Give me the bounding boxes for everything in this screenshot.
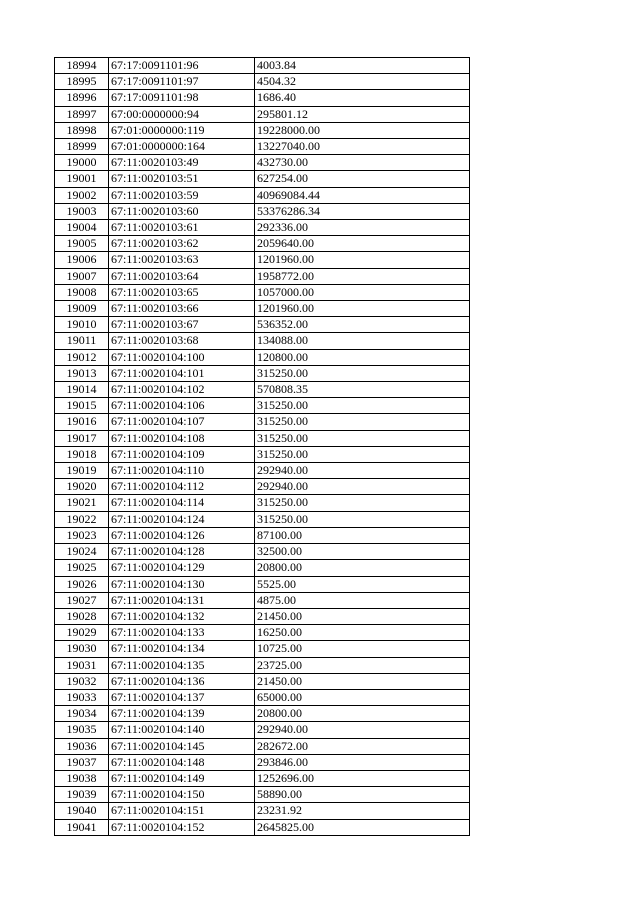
amount-cell: 20800.00 <box>255 706 470 722</box>
amount-cell: 1057000.00 <box>255 284 470 300</box>
amount-cell: 315250.00 <box>255 414 470 430</box>
cadastral-number-cell: 67:11:0020103:67 <box>109 317 255 333</box>
row-number-cell: 19036 <box>55 738 109 754</box>
amount-cell: 570808.35 <box>255 382 470 398</box>
cadastral-number-cell: 67:11:0020104:148 <box>109 754 255 770</box>
row-number-cell: 18994 <box>55 58 109 74</box>
cadastral-number-cell: 67:11:0020104:126 <box>109 527 255 543</box>
amount-cell: 58890.00 <box>255 787 470 803</box>
cadastral-number-cell: 67:11:0020103:61 <box>109 220 255 236</box>
amount-cell: 16250.00 <box>255 625 470 641</box>
cadastral-number-cell: 67:17:0091101:97 <box>109 74 255 90</box>
table-row <box>55 122 470 138</box>
cadastral-number-cell: 67:11:0020104:140 <box>109 722 255 738</box>
cadastral-number-cell: 67:00:0000000:94 <box>109 106 255 122</box>
cadastral-number-cell: 67:11:0020103:64 <box>109 268 255 284</box>
cadastral-number-cell: 67:11:0020104:151 <box>109 803 255 819</box>
row-number-cell: 19032 <box>55 673 109 689</box>
row-number-cell: 19020 <box>55 479 109 495</box>
table-row <box>55 74 470 90</box>
row-number-cell: 18999 <box>55 139 109 155</box>
amount-cell: 315250.00 <box>255 430 470 446</box>
cadastral-number-cell: 67:11:0020103:51 <box>109 171 255 187</box>
amount-cell: 5525.00 <box>255 576 470 592</box>
row-number-cell: 18997 <box>55 106 109 122</box>
table-row <box>55 90 470 106</box>
cadastral-number-cell: 67:11:0020103:66 <box>109 301 255 317</box>
row-number-cell: 19040 <box>55 803 109 819</box>
cadastral-number-cell: 67:11:0020104:107 <box>109 414 255 430</box>
row-number-cell: 19007 <box>55 268 109 284</box>
table-row <box>55 446 470 462</box>
amount-cell: 23231.92 <box>255 803 470 819</box>
amount-cell: 4504.32 <box>255 74 470 90</box>
row-number-cell: 18995 <box>55 74 109 90</box>
amount-cell: 536352.00 <box>255 317 470 333</box>
amount-cell: 2645825.00 <box>255 819 470 835</box>
cadastral-number-cell: 67:11:0020104:112 <box>109 479 255 495</box>
cadastral-number-cell: 67:11:0020104:101 <box>109 365 255 381</box>
cadastral-number-cell: 67:11:0020104:109 <box>109 446 255 462</box>
table-row <box>55 787 470 803</box>
table-row <box>55 706 470 722</box>
row-number-cell: 19017 <box>55 430 109 446</box>
table-row <box>55 58 470 74</box>
table-row <box>55 203 470 219</box>
cadastral-number-cell: 67:11:0020103:68 <box>109 333 255 349</box>
table-row <box>55 641 470 657</box>
amount-cell: 1252696.00 <box>255 770 470 786</box>
cadastral-number-cell: 67:11:0020103:62 <box>109 236 255 252</box>
row-number-cell: 19025 <box>55 560 109 576</box>
amount-cell: 282672.00 <box>255 738 470 754</box>
row-number-cell: 19002 <box>55 187 109 203</box>
row-number-cell: 18998 <box>55 122 109 138</box>
table-row <box>55 608 470 624</box>
table-row <box>55 560 470 576</box>
amount-cell: 10725.00 <box>255 641 470 657</box>
cadastral-number-cell: 67:11:0020104:106 <box>109 398 255 414</box>
cadastral-number-cell: 67:11:0020104:132 <box>109 608 255 624</box>
row-number-cell: 19022 <box>55 511 109 527</box>
cadastral-number-cell: 67:11:0020104:129 <box>109 560 255 576</box>
cadastral-number-cell: 67:11:0020104:124 <box>109 511 255 527</box>
amount-cell: 4003.84 <box>255 58 470 74</box>
cadastral-number-cell: 67:11:0020104:100 <box>109 349 255 365</box>
amount-cell: 19228000.00 <box>255 122 470 138</box>
table-row <box>55 592 470 608</box>
cadastral-number-cell: 67:11:0020104:150 <box>109 787 255 803</box>
amount-cell: 1958772.00 <box>255 268 470 284</box>
row-number-cell: 19000 <box>55 155 109 171</box>
table-row <box>55 511 470 527</box>
row-number-cell: 19013 <box>55 365 109 381</box>
table-row <box>55 430 470 446</box>
cadastral-number-cell: 67:11:0020103:63 <box>109 252 255 268</box>
amount-cell: 292336.00 <box>255 220 470 236</box>
row-number-cell: 19014 <box>55 382 109 398</box>
row-number-cell: 19008 <box>55 284 109 300</box>
amount-cell: 32500.00 <box>255 544 470 560</box>
cadastral-number-cell: 67:17:0091101:98 <box>109 90 255 106</box>
table-row <box>55 171 470 187</box>
amount-cell: 432730.00 <box>255 155 470 171</box>
amount-cell: 4875.00 <box>255 592 470 608</box>
table-row <box>55 220 470 236</box>
table-row <box>55 284 470 300</box>
amount-cell: 315250.00 <box>255 398 470 414</box>
row-number-cell: 19024 <box>55 544 109 560</box>
amount-cell: 13227040.00 <box>255 139 470 155</box>
cadastral-number-cell: 67:11:0020103:59 <box>109 187 255 203</box>
amount-cell: 65000.00 <box>255 689 470 705</box>
amount-cell: 315250.00 <box>255 365 470 381</box>
row-number-cell: 19041 <box>55 819 109 835</box>
row-number-cell: 19035 <box>55 722 109 738</box>
table-row <box>55 576 470 592</box>
row-number-cell: 19027 <box>55 592 109 608</box>
amount-cell: 21450.00 <box>255 608 470 624</box>
table-row <box>55 689 470 705</box>
cadastral-number-cell: 67:11:0020103:49 <box>109 155 255 171</box>
row-number-cell: 19001 <box>55 171 109 187</box>
row-number-cell: 18996 <box>55 90 109 106</box>
data-table <box>54 57 470 836</box>
amount-cell: 120800.00 <box>255 349 470 365</box>
cadastral-number-cell: 67:11:0020104:134 <box>109 641 255 657</box>
row-number-cell: 19023 <box>55 527 109 543</box>
table-row <box>55 268 470 284</box>
row-number-cell: 19009 <box>55 301 109 317</box>
table-row <box>55 738 470 754</box>
cadastral-number-cell: 67:11:0020104:136 <box>109 673 255 689</box>
row-number-cell: 19034 <box>55 706 109 722</box>
cadastral-number-cell: 67:11:0020104:133 <box>109 625 255 641</box>
row-number-cell: 19030 <box>55 641 109 657</box>
cadastral-number-cell: 67:01:0000000:119 <box>109 122 255 138</box>
cadastral-number-cell: 67:11:0020104:139 <box>109 706 255 722</box>
row-number-cell: 19029 <box>55 625 109 641</box>
amount-cell: 40969084.44 <box>255 187 470 203</box>
table-row <box>55 139 470 155</box>
table-row <box>55 187 470 203</box>
amount-cell: 1201960.00 <box>255 301 470 317</box>
table-row <box>55 414 470 430</box>
row-number-cell: 19016 <box>55 414 109 430</box>
cadastral-number-cell: 67:11:0020104:114 <box>109 495 255 511</box>
table-row <box>55 317 470 333</box>
amount-cell: 292940.00 <box>255 463 470 479</box>
amount-cell: 53376286.34 <box>255 203 470 219</box>
amount-cell: 315250.00 <box>255 446 470 462</box>
table-row <box>55 770 470 786</box>
cadastral-number-cell: 67:11:0020104:145 <box>109 738 255 754</box>
table-row <box>55 803 470 819</box>
table-row <box>55 333 470 349</box>
row-number-cell: 19005 <box>55 236 109 252</box>
row-number-cell: 19015 <box>55 398 109 414</box>
table-row <box>55 365 470 381</box>
row-number-cell: 19004 <box>55 220 109 236</box>
amount-cell: 20800.00 <box>255 560 470 576</box>
table-body <box>55 58 470 836</box>
table-row <box>55 657 470 673</box>
cadastral-number-cell: 67:11:0020104:128 <box>109 544 255 560</box>
amount-cell: 87100.00 <box>255 527 470 543</box>
cadastral-number-cell: 67:11:0020104:131 <box>109 592 255 608</box>
table-row <box>55 252 470 268</box>
table-row <box>55 106 470 122</box>
table-row <box>55 673 470 689</box>
amount-cell: 1201960.00 <box>255 252 470 268</box>
cadastral-number-cell: 67:11:0020104:108 <box>109 430 255 446</box>
amount-cell: 627254.00 <box>255 171 470 187</box>
cadastral-number-cell: 67:11:0020103:60 <box>109 203 255 219</box>
cadastral-number-cell: 67:11:0020104:110 <box>109 463 255 479</box>
amount-cell: 295801.12 <box>255 106 470 122</box>
row-number-cell: 19011 <box>55 333 109 349</box>
row-number-cell: 19031 <box>55 657 109 673</box>
row-number-cell: 19038 <box>55 770 109 786</box>
row-number-cell: 19021 <box>55 495 109 511</box>
row-number-cell: 19037 <box>55 754 109 770</box>
table-row <box>55 527 470 543</box>
amount-cell: 315250.00 <box>255 495 470 511</box>
table-row <box>55 754 470 770</box>
row-number-cell: 19010 <box>55 317 109 333</box>
amount-cell: 2059640.00 <box>255 236 470 252</box>
row-number-cell: 19012 <box>55 349 109 365</box>
table-row <box>55 349 470 365</box>
table-row <box>55 625 470 641</box>
amount-cell: 134088.00 <box>255 333 470 349</box>
cadastral-number-cell: 67:11:0020104:137 <box>109 689 255 705</box>
row-number-cell: 19018 <box>55 446 109 462</box>
amount-cell: 315250.00 <box>255 511 470 527</box>
table-row <box>55 479 470 495</box>
table-row <box>55 398 470 414</box>
row-number-cell: 19019 <box>55 463 109 479</box>
cadastral-number-cell: 67:11:0020104:135 <box>109 657 255 673</box>
table-row <box>55 236 470 252</box>
amount-cell: 292940.00 <box>255 479 470 495</box>
row-number-cell: 19039 <box>55 787 109 803</box>
cadastral-number-cell: 67:11:0020104:149 <box>109 770 255 786</box>
table-row <box>55 722 470 738</box>
row-number-cell: 19033 <box>55 689 109 705</box>
table-row <box>55 495 470 511</box>
amount-cell: 23725.00 <box>255 657 470 673</box>
row-number-cell: 19028 <box>55 608 109 624</box>
cadastral-number-cell: 67:01:0000000:164 <box>109 139 255 155</box>
cadastral-number-cell: 67:11:0020104:130 <box>109 576 255 592</box>
table-row <box>55 544 470 560</box>
amount-cell: 293846.00 <box>255 754 470 770</box>
table-row <box>55 301 470 317</box>
row-number-cell: 19003 <box>55 203 109 219</box>
table-row <box>55 382 470 398</box>
cadastral-number-cell: 67:11:0020103:65 <box>109 284 255 300</box>
cadastral-number-cell: 67:11:0020104:152 <box>109 819 255 835</box>
row-number-cell: 19026 <box>55 576 109 592</box>
cadastral-number-cell: 67:11:0020104:102 <box>109 382 255 398</box>
amount-cell: 21450.00 <box>255 673 470 689</box>
cadastral-number-cell: 67:17:0091101:96 <box>109 58 255 74</box>
row-number-cell: 19006 <box>55 252 109 268</box>
table-row <box>55 463 470 479</box>
table-row <box>55 155 470 171</box>
amount-cell: 292940.00 <box>255 722 470 738</box>
amount-cell: 1686.40 <box>255 90 470 106</box>
table-row <box>55 819 470 835</box>
